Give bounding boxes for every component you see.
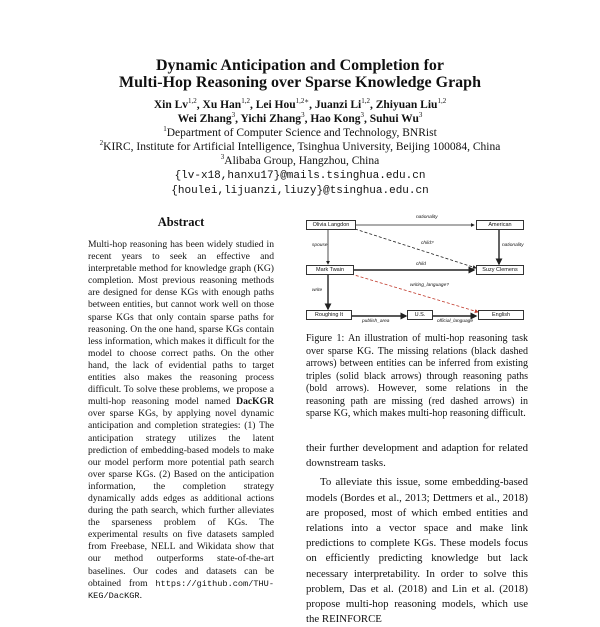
node-american: American — [476, 220, 524, 230]
label-write: write — [312, 288, 323, 293]
author-line2: Wei Zhang$^3$, Yichi Zhang$^3$, Hao Kong$^3$, Suhui Wu$^3$ — [177, 111, 423, 125]
author-name: Yichi Zhang — [240, 113, 302, 125]
affiliation-3 — [0, 154, 600, 169]
paper-title-line1: Dynamic Anticipation and Completion for — [155, 57, 444, 74]
affiliation-2 — [0, 140, 600, 155]
code-url-link[interactable]: https://github.com/THU-KEG/DacKGR — [88, 578, 274, 601]
label-writing-language: writing_language? — [410, 283, 449, 288]
author-sup: 3 — [360, 111, 364, 119]
author-name: Xin Lv — [153, 99, 189, 111]
node-clemens: Suzy Clemens — [476, 265, 524, 275]
label-official-language: official_language — [437, 319, 474, 324]
author-name: Wei Zhang — [177, 113, 232, 125]
model-name: DacKGR — [236, 396, 274, 408]
edge-writing-language-missing — [351, 274, 478, 312]
abstract-heading: Abstract — [157, 215, 205, 229]
figure-1 — [306, 212, 526, 330]
affiliation-1 — [0, 126, 600, 141]
abstract-text — [88, 239, 274, 602]
author-name: Lei Hou — [255, 99, 296, 111]
author-name: Hao Kong — [310, 113, 361, 125]
node-twain: Mark Twain — [306, 265, 354, 275]
body-text — [306, 441, 528, 627]
node-english: English — [478, 310, 524, 320]
author-sup: 1,2 — [241, 97, 250, 105]
email-2: {houlei,lijuanzi,liuzy}@tsinghua.edu.cn — [171, 185, 429, 197]
body-paragraph-1: their further development and adaption for related downstream tasks. — [306, 442, 528, 470]
aff-text: Department of Computer Science and Technology, BNRist — [166, 127, 437, 139]
author-sup: 1,2 — [188, 97, 197, 105]
label-nationality: nationality — [416, 215, 438, 220]
node-roughing: Roughing It — [306, 310, 352, 320]
aff-text: Alibaba Group, Hangzhou, China — [224, 155, 380, 167]
node-olivia: Olivia Langdon — [306, 220, 356, 230]
author-sup: 1,2 — [361, 97, 370, 105]
label-spouse: spouse — [312, 243, 328, 248]
url-end: . — [139, 589, 142, 601]
aff-sup: 2 — [99, 139, 104, 147]
author-name: Zhiyuan Liu — [375, 99, 438, 111]
author-sup: 3 — [301, 111, 305, 119]
aff-text: KIRC, Institute for Artificial Intelligence, Tsinghua University, Beijing 100084, China — [103, 141, 501, 153]
aff-sup: 3 — [220, 153, 225, 161]
abstract-text-post: over sparse KGs, by applying novel dynamic anticipation and completion strategies: (1) The anticipation strategy utilizes the latent prediction of embedding-based models to make our model perform more potential path search over sparse KGs. (2) Based on the anticipation information, the completion strategy dynamically adds edges as additional actions during the path search, which further alleviates the sparseness problem of KGs. The experimental results on five datasets sampled from Freebase, NELL and Wikidata show that our method outperforms state-of-the-art baselines. Our codes and datasets can be obtained from — [88, 408, 274, 589]
aff-sup: 1 — [163, 125, 167, 133]
author-name: Suhui Wu — [369, 113, 419, 125]
author-name: Xu Han — [202, 99, 242, 111]
label-child-missing: child? — [421, 241, 434, 246]
figure-caption: Figure 1: An illustration of multi-hop reasoning task over sparse KG. The missing relations (black dashed arrows) between entities can be inferred from existing triples (solid black arrows) through reasoning paths (bold arrows). However, some relations in the reasoning path are missing (red dashed arrows) in sparse KG, which makes multi-hop reasoning difficult. — [306, 333, 528, 419]
body-paragraph-2: To alleviate this issue, some embedding-based models (Bordes et al., 2013; Dettmers et al., 2018) are proposed, most of which embed entities and relations into a vector space and make link predictions to complete KGs. These models focus on efficiently predicting knowledge but lack necessary interpretability. In order to solve this problem, Das et al. (2018) and Lin et al. (2018) propose multi-hop reasoning models, which use the REINFORCE — [306, 476, 528, 626]
label-publish-area: publish_area — [362, 319, 390, 324]
author-sup: 1,2∗ — [295, 97, 310, 105]
label-child: child — [416, 262, 426, 267]
abstract-text-pre: Multi-hop reasoning has been widely studied in recent years to seek an effective and interpretable method for knowledge graph (KG) completion. Most previous reasoning methods are designed for dense KGs with enough paths between entities, but cannot work well on those sparse KGs that only contain sparse paths for reasoning. On the one hand, sparse KGs contain less information, which makes it difficult for the model to choose correct paths. On the other hand, the lack of evidential paths to target entities also makes the reasoning process difficult. To solve these problems, we propose a multi-hop reasoning model named — [88, 239, 274, 408]
node-us: U.S. — [407, 310, 433, 320]
paper-title-line2: Multi-Hop Reasoning over Sparse Knowledge Graph — [119, 74, 481, 91]
author-line1: Xin Lv$^{1,2}$, Xu Han$^{1,2}$, Lei Hou$^{1,2∗}$, Juanzi Li$^{1,2}$, Zhiyuan Liu$^{1,2}$ — [153, 97, 447, 111]
author-sup: 3 — [418, 111, 423, 119]
email-1: {lv-x18,hanxu17}@mails.tsinghua.edu.cn — [174, 170, 426, 182]
author-sup: 1,2 — [437, 97, 447, 105]
label-nationality-2: nationality — [502, 243, 524, 248]
author-sup: 3 — [231, 111, 236, 119]
author-name: Juanzi Li — [314, 99, 362, 111]
